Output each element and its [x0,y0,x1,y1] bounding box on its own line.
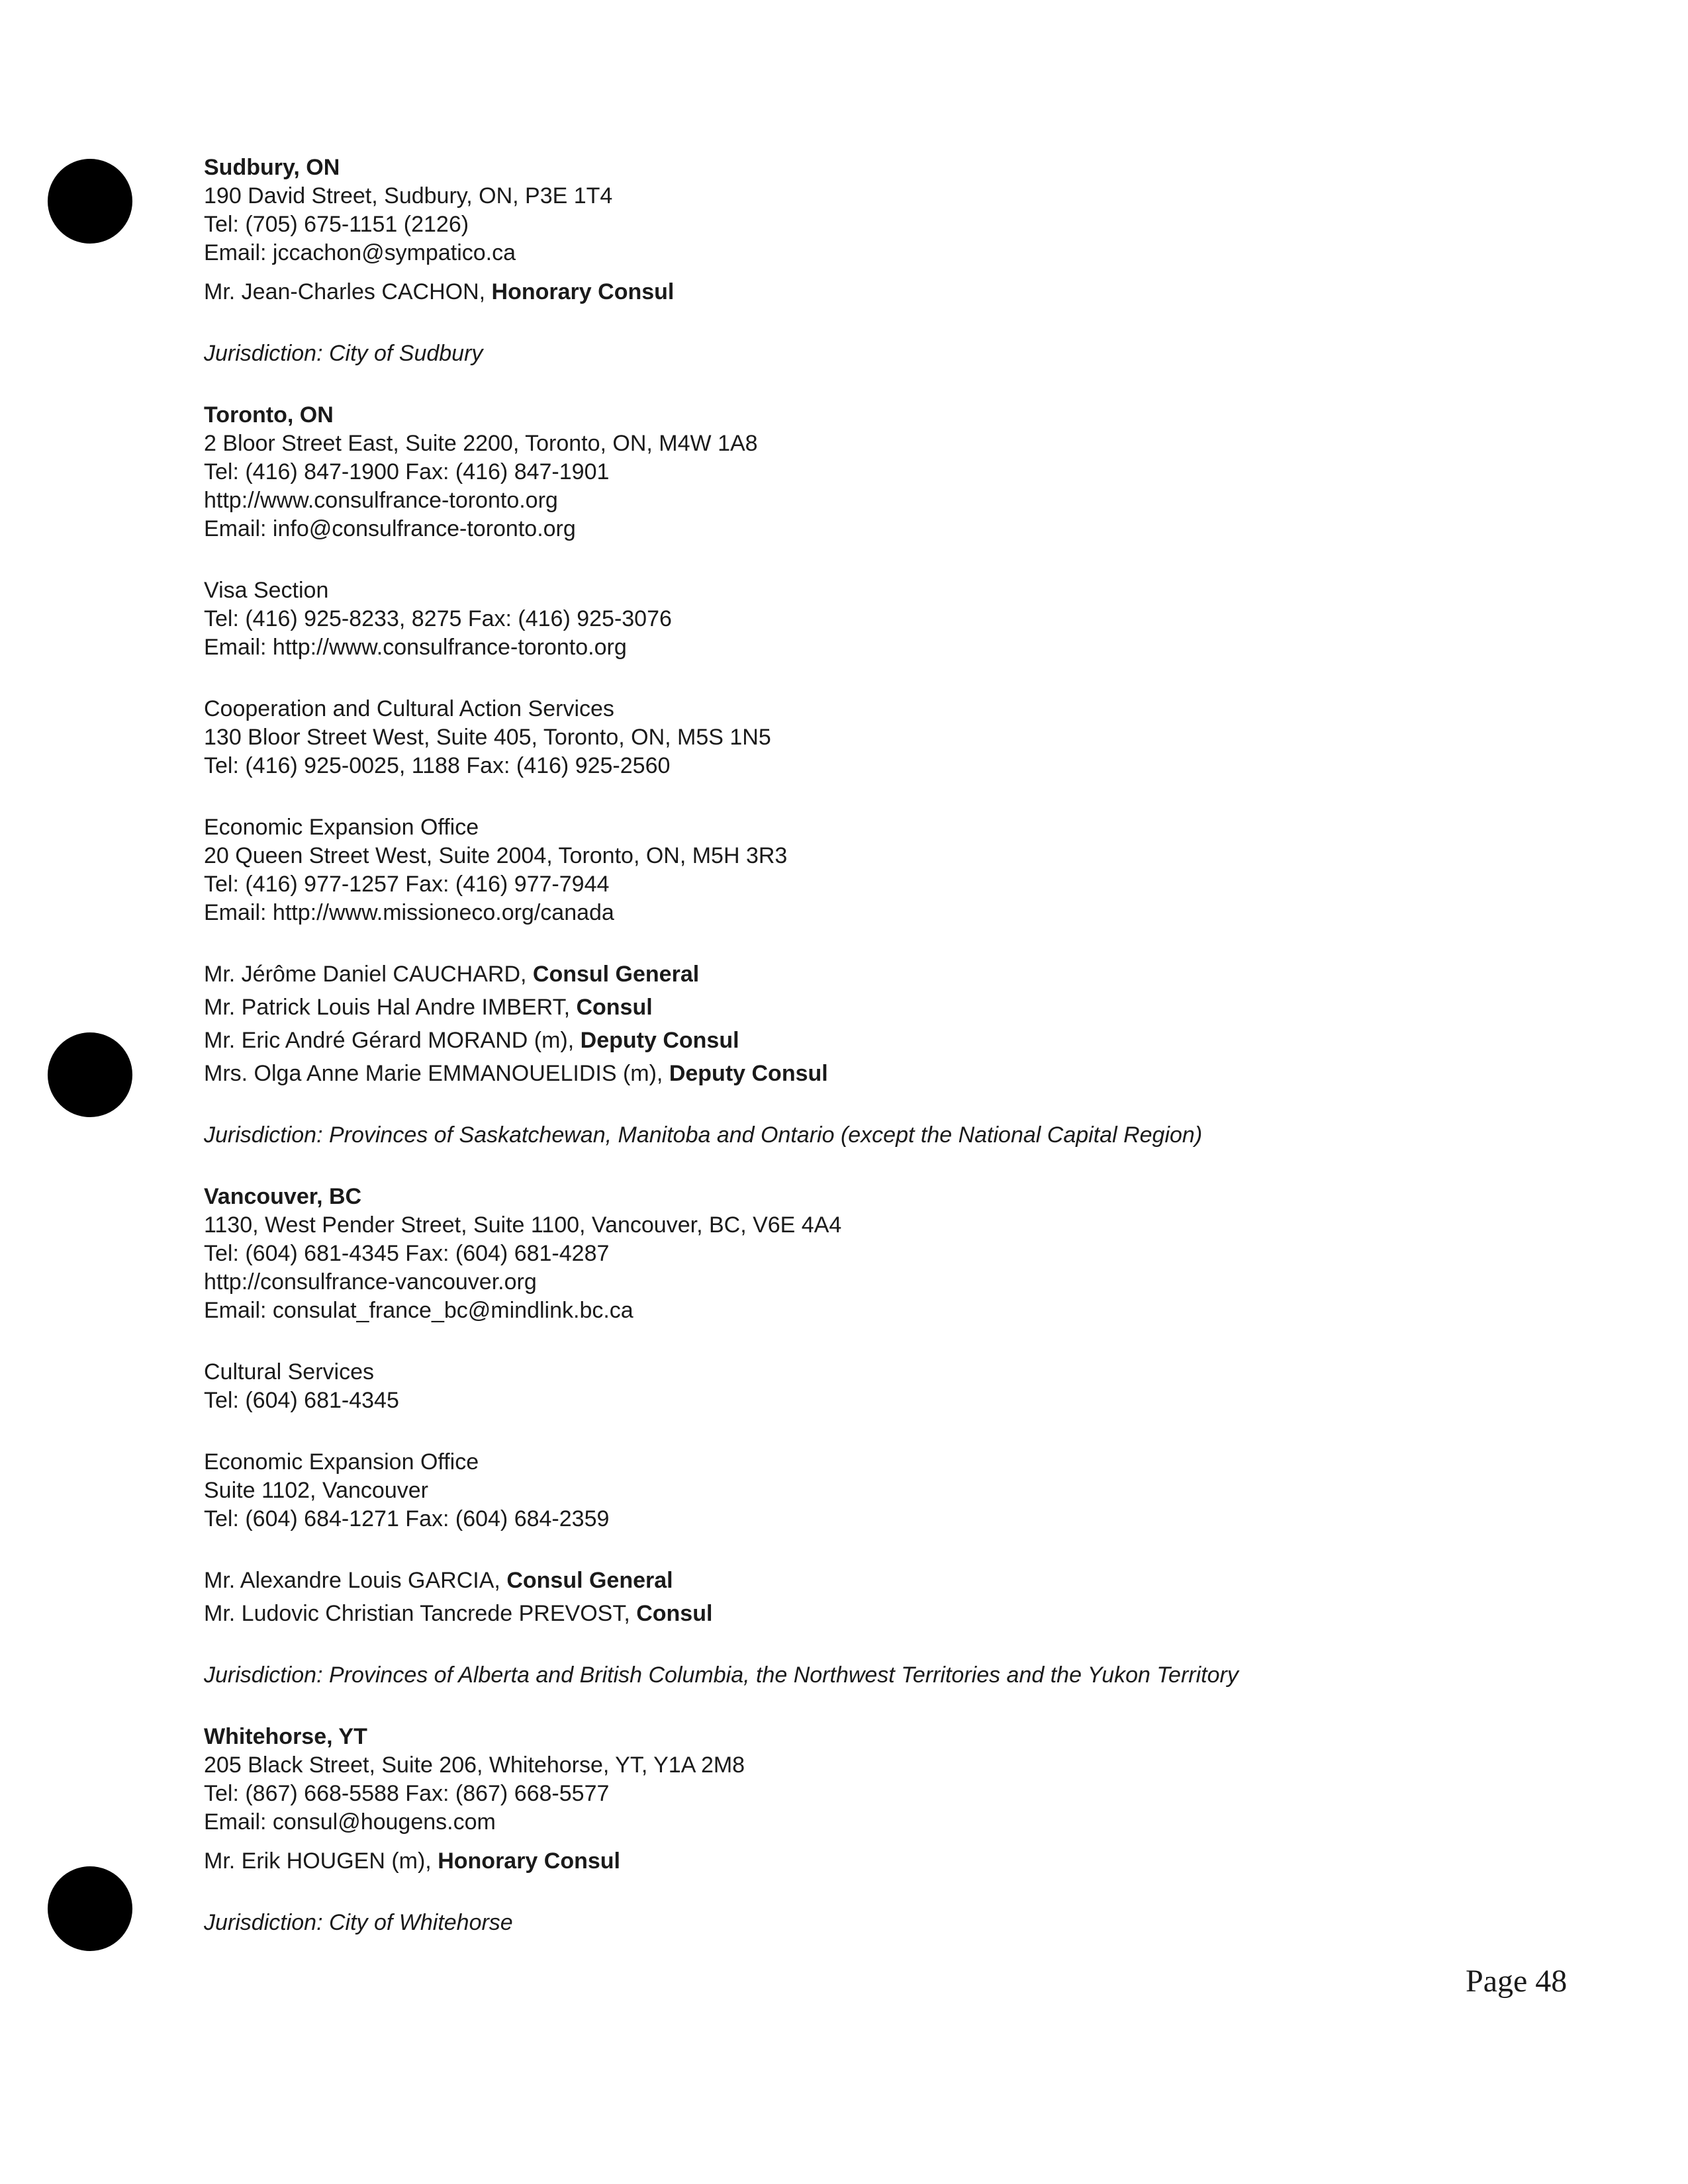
cultural-heading: Cultural Services [204,1359,374,1385]
official [204,1567,1594,1595]
official-title: Honorary Consul [491,279,675,304]
section-toronto [204,401,1594,1150]
telephone: Tel: (867) 668-5588 Fax: (867) 668-5577 [204,1781,610,1806]
official-name: Mr. Ludovic Christian Tancrede PREVOST, [204,1601,637,1626]
consulate-listing [204,154,1594,1937]
official-title: Deputy Consul [580,1028,739,1053]
official-name: Mr. Jérôme Daniel CAUCHARD, [204,962,533,987]
website: http://www.consulfrance-toronto.org [204,488,558,513]
visa-heading: Visa Section [204,578,329,603]
official-title: Consul General [506,1568,673,1593]
economic-heading: Economic Expansion Office [204,1449,479,1475]
official [204,278,1594,306]
address: 20 Queen Street West, Suite 2004, Toronto, ON, M5H 3R3 [204,843,788,868]
jurisdiction: Jurisdiction: City of Sudbury [204,341,483,366]
email: Email: jccachon@sympatico.ca [204,240,516,265]
telephone: Tel: (416) 977-1257 Fax: (416) 977-7944 [204,872,610,897]
binder-hole [48,1032,132,1117]
telephone: Tel: (604) 684-1271 Fax: (604) 684-2359 [204,1506,610,1531]
address: 1130, West Pender Street, Suite 1100, Vancouver, BC, V6E 4A4 [204,1212,842,1238]
official-title: Deputy Consul [669,1061,828,1086]
telephone: Tel: (416) 847-1900 Fax: (416) 847-1901 [204,459,610,484]
official-name: Mrs. Olga Anne Marie EMMANOUELIDIS (m), [204,1061,669,1086]
address: 205 Black Street, Suite 206, Whitehorse, YT, Y1A 2M8 [204,1752,745,1778]
location-heading: Whitehorse, YT [204,1724,367,1749]
official-title: Consul General [532,962,700,987]
official-name: Mr. Alexandre Louis GARCIA, [204,1568,507,1593]
address: 190 David Street, Sudbury, ON, P3E 1T4 [204,183,613,208]
telephone: Tel: (604) 681-4345 [204,1388,399,1413]
address: Suite 1102, Vancouver [204,1478,428,1503]
email: Email: http://www.missioneco.org/canada [204,900,614,925]
official [204,993,1594,1022]
section-vancouver [204,1183,1594,1690]
email: Email: info@consulfrance-toronto.org [204,516,576,541]
official [204,1026,1594,1055]
location-heading: Sudbury, ON [204,155,340,180]
official [204,1600,1594,1628]
official [204,960,1594,989]
jurisdiction: Jurisdiction: Provinces of Saskatchewan, Manitoba and Ontario (except the National Capital Region) [204,1122,1203,1148]
binder-hole [48,159,132,244]
binder-hole [48,1866,132,1951]
email: Email: http://www.consulfrance-toronto.org [204,635,627,660]
official-name: Mr. Eric André Gérard MORAND (m), [204,1028,581,1053]
official [204,1060,1594,1088]
section-whitehorse [204,1723,1594,1937]
email: Email: consulat_france_bc@mindlink.bc.ca [204,1298,633,1323]
website: http://consulfrance-vancouver.org [204,1269,537,1295]
official-name: Mr. Patrick Louis Hal Andre IMBERT, [204,995,577,1020]
official-name: Mr. Jean-Charles CACHON, [204,279,492,304]
location-heading: Vancouver, BC [204,1184,362,1209]
official-title: Consul [576,995,653,1020]
address: 130 Bloor Street West, Suite 405, Toronto, ON, M5S 1N5 [204,725,771,750]
location-heading: Toronto, ON [204,402,334,428]
telephone: Tel: (604) 681-4345 Fax: (604) 681-4287 [204,1241,610,1266]
page-number: Page 48 [1466,1964,1568,1999]
official-name: Mr. Erik HOUGEN (m), [204,1848,438,1874]
official [204,1847,1594,1876]
address: 2 Bloor Street East, Suite 2200, Toronto, ON, M4W 1A8 [204,431,758,456]
email: Email: consul@hougens.com [204,1809,496,1835]
section-sudbury [204,154,1594,368]
telephone: Tel: (416) 925-0025, 1188 Fax: (416) 925-2560 [204,753,671,778]
jurisdiction: Jurisdiction: Provinces of Alberta and British Columbia, the Northwest Territories and the Yukon Territory [204,1662,1239,1688]
economic-heading: Economic Expansion Office [204,815,479,840]
telephone: Tel: (416) 925-8233, 8275 Fax: (416) 925-3076 [204,606,672,631]
telephone: Tel: (705) 675-1151 (2126) [204,212,469,237]
cooperation-heading: Cooperation and Cultural Action Services [204,696,614,721]
official-title: Honorary Consul [438,1848,621,1874]
jurisdiction: Jurisdiction: City of Whitehorse [204,1910,513,1935]
official-title: Consul [636,1601,713,1626]
